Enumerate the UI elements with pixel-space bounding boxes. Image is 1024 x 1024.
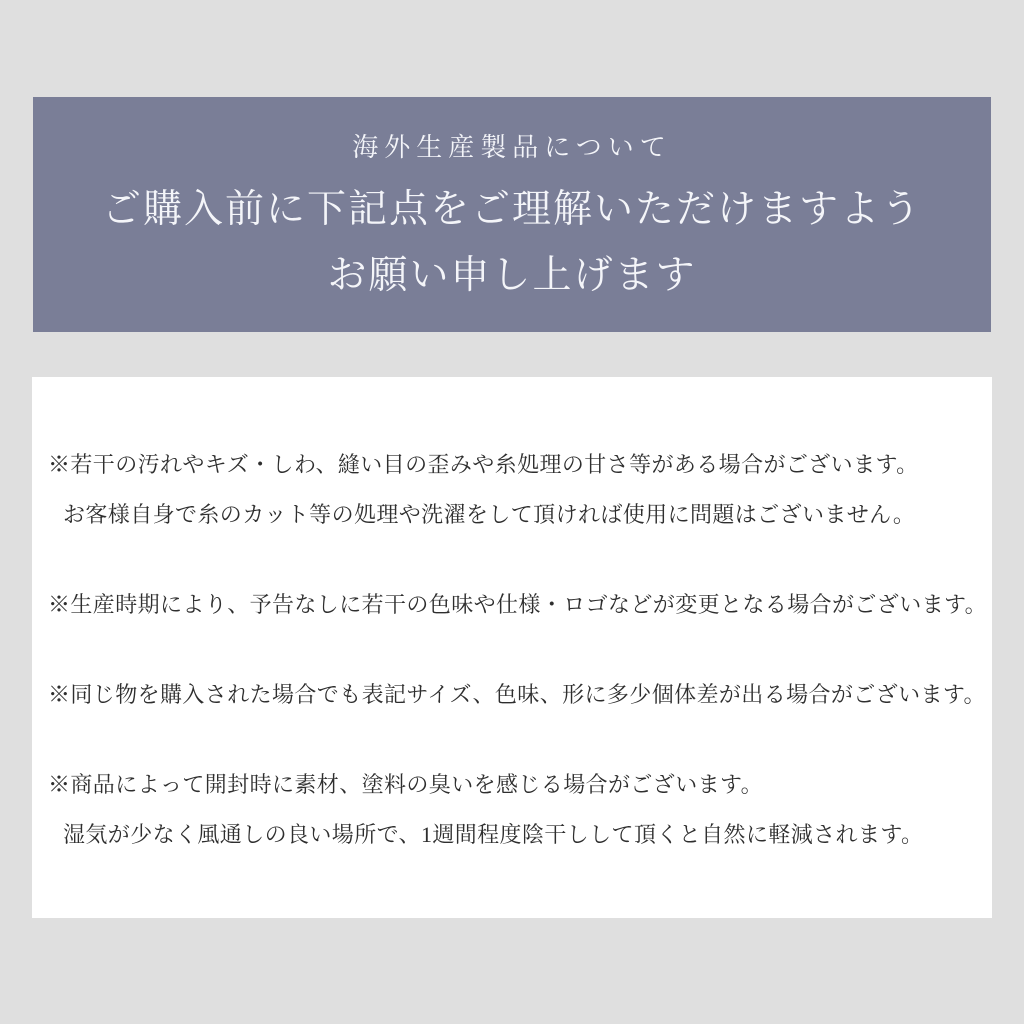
notice-paragraph-defects (48, 440, 978, 540)
notice-line-continuation: 湿気が少なく風通しの良い場所で、1週間程度陰干しして頂くと自然に軽減されます。 (63, 822, 924, 847)
banner-title-line2: お願い申し上げます (327, 254, 697, 297)
notice-line: ※同じ物を購入された場合でも表記サイズ、色味、形に多少個体差が出る場合がございます。 (48, 682, 986, 707)
notice-line: ※商品によって開封時に素材、塗料の臭いを感じる場合がございます。 (48, 772, 764, 797)
notice-line: ※若干の汚れやキズ・しわ、縫い目の歪みや糸処理の甘さ等がある場合がございます。 (48, 452, 919, 477)
header-banner (33, 97, 991, 332)
notice-line-continuation: お客様自身で糸のカット等の処理や洗濯をして頂ければ使用に問題はございません。 (63, 502, 916, 527)
notice-box (32, 377, 992, 918)
notice-paragraph-spec-changes (48, 580, 988, 630)
notice-line: ※生産時期により、予告なしに若干の色味や仕様・ロゴなどが変更となる場合がございます。 (48, 592, 988, 617)
banner-subtitle: 海外生産製品について (352, 132, 672, 162)
notice-paragraph-smell (48, 760, 978, 860)
notice-paragraph-individual-differences (48, 670, 986, 720)
banner-title-line1: ご購入前に下記点をご理解いただけますよう (101, 188, 922, 231)
